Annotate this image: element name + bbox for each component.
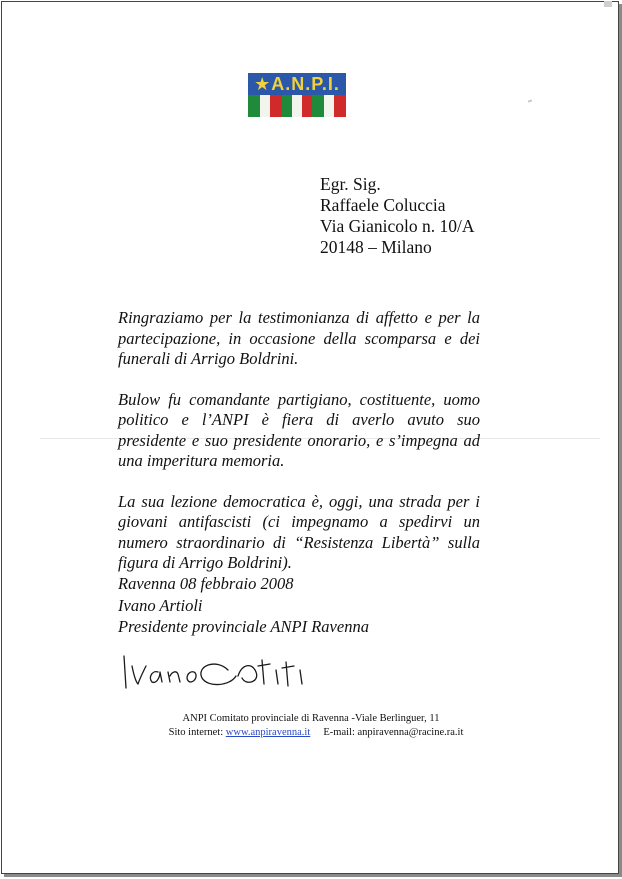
salutation: Egr. Sig.: [320, 174, 381, 194]
email-address[interactable]: anpiravenna@racine.ra.it: [357, 727, 464, 738]
website-link[interactable]: www.anpiravenna.it: [225, 727, 311, 738]
paragraph-thanks: Ringraziamo per la testimonianza di affetto e per la partecipazione, in occasione della scomparsa e dei funerali di Arrigo Boldrini.: [118, 308, 480, 368]
footer-contacts: [0, 726, 622, 740]
recipient-name: Raffaele Coluccia: [320, 195, 446, 215]
logo-banner: ★A.N.P.I.: [248, 73, 346, 95]
paragraph-bulow: Bulow fu comandante partigiano, costituente, uomo politico e l’ANPI è fiera di averlo avuto suo presidente e suo presidente onorario, e s’impegna ad una imperitura memoria.: [118, 389, 480, 470]
footer-address: ANPI Comitato provinciale di Ravenna -Viale Berlinguer, 11: [182, 713, 440, 724]
anpi-logo: [248, 73, 346, 117]
letter-date: Ravenna 08 febbraio 2008: [118, 573, 294, 593]
signatory-block: [118, 596, 369, 637]
email-label: E-mail:: [323, 727, 355, 738]
recipient-address: [320, 174, 474, 258]
logo-flag-stripes: [248, 95, 346, 117]
scan-artifact: [604, 1, 612, 7]
signatory-role: Presidente provinciale ANPI Ravenna: [118, 616, 369, 636]
handwritten-signature: [118, 636, 358, 696]
stripe-green: [312, 95, 324, 117]
stripe-white: [292, 95, 302, 117]
signatory-name: Ivano Artioli: [118, 596, 203, 615]
paragraph-lesson: La sua lezione democratica è, oggi, una strada per i giovani antifascisti (ci impegnamo a spedirvi un numero straordinario di “Resistenza Libertà” sulla figura di Arrigo Boldrini).: [118, 491, 480, 572]
recipient-city: 20148 – Milano: [320, 237, 432, 257]
letter-body: [118, 308, 480, 614]
site-label: Sito internet:: [168, 727, 224, 738]
stripe-white: [324, 95, 334, 117]
stripe-red: [334, 95, 346, 117]
stripe-white: [260, 95, 270, 117]
stripe-red: [270, 95, 282, 117]
stripe-green: [248, 95, 260, 117]
recipient-street: Via Gianicolo n. 10/A: [320, 216, 475, 236]
letterhead-footer: [0, 712, 622, 740]
stripe-red: [302, 95, 312, 117]
stripe-green: [282, 95, 292, 117]
